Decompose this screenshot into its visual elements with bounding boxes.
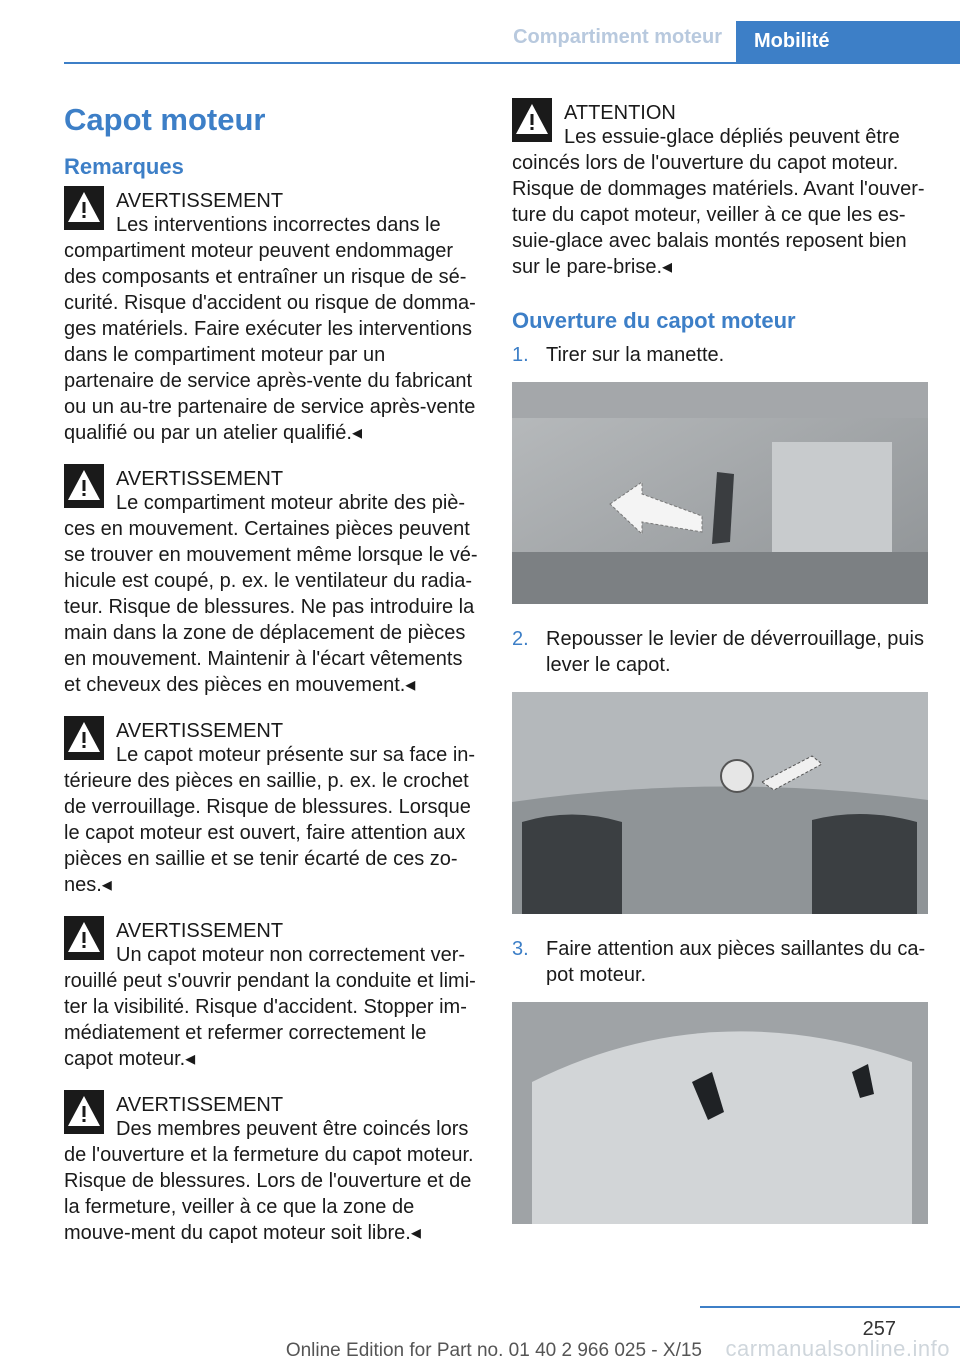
- page-number: 257: [862, 1318, 896, 1340]
- warning-triangle-icon: [64, 186, 104, 230]
- section-heading-remarques: Remarques: [64, 154, 184, 179]
- caution-label: ATTENTION: [564, 102, 676, 124]
- caution-block: [512, 100, 928, 280]
- warning-block: [64, 718, 480, 898]
- step-text: Tirer sur la manette.: [546, 344, 725, 366]
- step-text: Faire attention aux pièces saillantes du ca-pot moteur.: [546, 938, 926, 986]
- caution-text: Les essuie-glace dépliés peuvent être coincés lors de l'ouverture du capot moteur. Risque de dommages matériels. Avant l'ouver-ture du capot moteur, veiller à ce que les es-suie-glace avec balais montés reposent bien sur le pare-brise.◂: [512, 126, 925, 278]
- header-rule: [64, 62, 960, 64]
- photo-hood-underside: [512, 1002, 928, 1224]
- warning-triangle-icon: [512, 98, 552, 142]
- warning-text: Les interventions incorrectes dans le compartiment moteur peuvent endommager des composants et entraîner un risque de sé-curité. Risque d'accident ou risque de domma-ges matériels. Faire exécuter les interventions dans le compartiment moteur par un partenaire de service après-vente du fabricant ou un au-tre partenaire de service après-vente qualifié ou par un atelier qualifié.◂: [64, 214, 476, 444]
- warning-block: [64, 466, 480, 698]
- warning-label: AVERTISSEMENT: [116, 1094, 284, 1116]
- step-item: [512, 936, 928, 988]
- step-item: [512, 626, 928, 678]
- warning-triangle-icon: [64, 916, 104, 960]
- warning-triangle-icon: [64, 1090, 104, 1134]
- watermark: carmanualsonline.info: [725, 1336, 950, 1361]
- step-number: 3.: [512, 938, 529, 960]
- warning-triangle-icon: [64, 464, 104, 508]
- warning-block: [64, 188, 480, 446]
- right-column: [512, 100, 928, 1246]
- header-chapter-tab: Mobilité: [736, 21, 960, 62]
- step-number: 1.: [512, 344, 529, 366]
- warning-text: Le capot moteur présente sur sa face in-térieure des pièces en saillie, p. ex. le crochet de verrouillage. Risque de blessures. Lorsque le capot moteur est ouvert, faire attention aux pièces en saillie et se tenir écarté de ces zo-nes.◂: [64, 744, 476, 896]
- photo-hood-unlock: [512, 692, 928, 914]
- left-column: [64, 98, 480, 1266]
- warning-label: AVERTISSEMENT: [116, 920, 284, 942]
- photo-hood-release-lever: [512, 382, 928, 604]
- warning-triangle-icon: [64, 716, 104, 760]
- warning-text: Des membres peuvent être coincés lors de l'ouverture et la fermeture du capot moteur. Risque de blessures. Lors de l'ouverture et de la fermeture, veiller à ce que la zone de mouve-ment du capot moteur soit libre.◂: [64, 1118, 474, 1244]
- step-text: Repousser le levier de déverrouillage, puis lever le capot.: [546, 628, 924, 676]
- warning-label: AVERTISSEMENT: [116, 468, 284, 490]
- warning-text: Un capot moteur non correctement ver-rouillé peut s'ouvrir pendant la conduite et limi-ter la visibilité. Risque d'accident. Stopper im-médiatement et refermer correctement le capot moteur.◂: [64, 944, 476, 1070]
- step-item: [512, 342, 928, 368]
- header-section: Compartiment moteur: [513, 26, 722, 48]
- warning-text: Le compartiment moteur abrite des piè-ces en mouvement. Certaines pièces peuvent se trouver en mouvement même lorsque le vé-hicule est coupé, p. ex. le ventilateur du radia-teur. Risque de blessures. Ne pas introduire la main dans la zone de déplacement de pièces en mouvement. Maintenir à l'écart vêtements et cheveux des pièces en mouvement.◂: [64, 492, 478, 696]
- edition-footer: Online Edition for Part no. 01 40 2 966 025 - X/15: [285, 1340, 702, 1361]
- warning-block: [64, 918, 480, 1072]
- step-number: 2.: [512, 628, 529, 650]
- page-title: Capot moteur: [64, 102, 266, 137]
- warning-label: AVERTISSEMENT: [116, 720, 284, 742]
- warning-label: AVERTISSEMENT: [116, 190, 284, 212]
- warning-block: [64, 1092, 480, 1246]
- footer-rule: [700, 1306, 960, 1308]
- section-heading-ouverture: Ouverture du capot moteur: [512, 308, 796, 333]
